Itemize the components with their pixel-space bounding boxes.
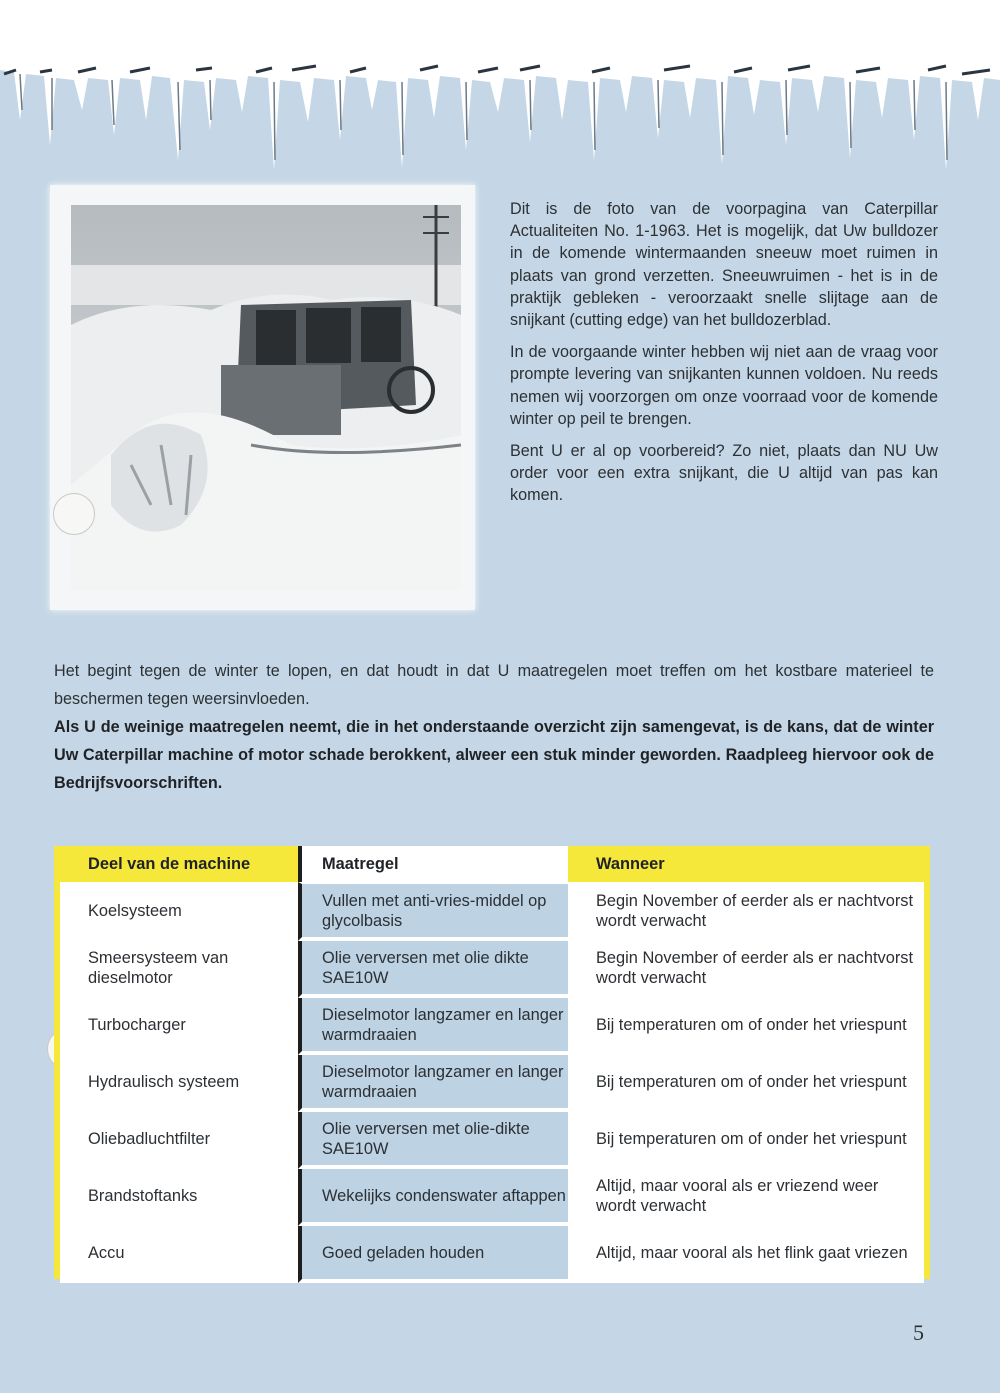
cell-when: Bij temperaturen om of onder het vriespunt xyxy=(568,1112,924,1169)
cell-machine-part: Smeersysteem van dieselmotor xyxy=(60,941,298,998)
binder-hole-top xyxy=(53,493,95,535)
bulldozer-illustration xyxy=(71,205,461,590)
table-row xyxy=(60,1169,924,1226)
cell-when: Begin November of eerder als er nachtvorst wordt verwacht xyxy=(568,941,924,998)
header-measure: Maatregel xyxy=(298,846,568,882)
intro-text xyxy=(510,198,938,517)
photo-frame xyxy=(50,185,475,610)
bulldozer-snow-photo xyxy=(71,205,461,590)
cell-machine-part: Accu xyxy=(60,1226,298,1283)
cell-machine-part: Turbocharger xyxy=(60,998,298,1055)
table-header-row xyxy=(60,846,924,882)
table-row xyxy=(60,1226,924,1283)
cell-when: Bij temperaturen om of onder het vriespunt xyxy=(568,1055,924,1112)
cell-machine-part: Brandstoftanks xyxy=(60,1169,298,1226)
table-row xyxy=(60,1112,924,1169)
header-machine-part: Deel van de machine xyxy=(60,846,298,882)
header-when: Wanneer xyxy=(568,846,924,882)
cell-measure: Wekelijks condenswater aftappen xyxy=(298,1169,568,1226)
cell-measure: Goed geladen houden xyxy=(298,1226,568,1283)
intro-paragraph: Bent U er al op voorbereid? Zo niet, plaats dan NU Uw order voor een extra snijkant, die U altijd van pas kan komen. xyxy=(510,442,938,505)
cell-machine-part: Koelsysteem xyxy=(60,882,298,941)
intro-paragraph: Dit is de foto van de voorpagina van Caterpillar Actualiteiten No. 1-1963. Het is mogelijk, dat Uw bulldozer in de komende wintermaanden sneeuw moet ruimen in plaats van grond verzetten. Sneeuwruimen - het is in de praktijk gebleken - veroorzaakt snelle slijtage aan de snijkant (cutting edge) van het bulldozerblad. xyxy=(510,200,938,330)
cell-machine-part: Hydraulisch systeem xyxy=(60,1055,298,1112)
cell-when: Begin November of eerder als er nachtvorst wordt verwacht xyxy=(568,882,924,941)
measures-table xyxy=(60,846,924,1283)
intro-paragraph: In de voorgaande winter hebben wij niet aan de vraag voor prompte levering van snijkanten kunnen voldoen. Nu reeds nemen wij voorzorgen om onze voorraad voor de komende winter op peil te brengen. xyxy=(510,343,938,428)
icicle-border xyxy=(0,0,1000,200)
table-row xyxy=(60,941,924,998)
body-bold-paragraph: Als U de weinige maatregelen neemt, die in het onderstaande overzicht zijn samengevat, is de kans, dat de winter Uw Caterpillar machine of motor schade berokkent, alweer een stuk minder geworden. Raadpleeg hiervoor ook de Bedrijfsvoorschriften. xyxy=(54,718,934,792)
table-row xyxy=(60,998,924,1055)
table-row xyxy=(60,882,924,941)
cell-measure: Dieselmotor langzamer en langer warmdraaien xyxy=(298,998,568,1055)
cell-when: Altijd, maar vooral als er vriezend weer wordt verwacht xyxy=(568,1169,924,1226)
body-text xyxy=(54,657,934,797)
cell-measure: Dieselmotor langzamer en langer warmdraaien xyxy=(298,1055,568,1112)
cell-when: Bij temperaturen om of onder het vriespunt xyxy=(568,998,924,1055)
table-row xyxy=(60,1055,924,1112)
body-paragraph: Het begint tegen de winter te lopen, en dat houdt in dat U maatregelen moet treffen om het kostbare materieel te beschermen tegen weersinvloeden. xyxy=(54,662,934,708)
cell-when: Altijd, maar vooral als het flink gaat vriezen xyxy=(568,1226,924,1283)
page-number: 5 xyxy=(913,1320,924,1345)
cell-measure: Olie verversen met olie dikte SAE10W xyxy=(298,941,568,998)
cell-measure: Olie verversen met olie-dikte SAE10W xyxy=(298,1112,568,1169)
cell-machine-part: Oliebadluchtfilter xyxy=(60,1112,298,1169)
winter-measures-table xyxy=(54,846,930,1279)
cell-measure: Vullen met anti-vries-middel op glycolbasis xyxy=(298,882,568,941)
